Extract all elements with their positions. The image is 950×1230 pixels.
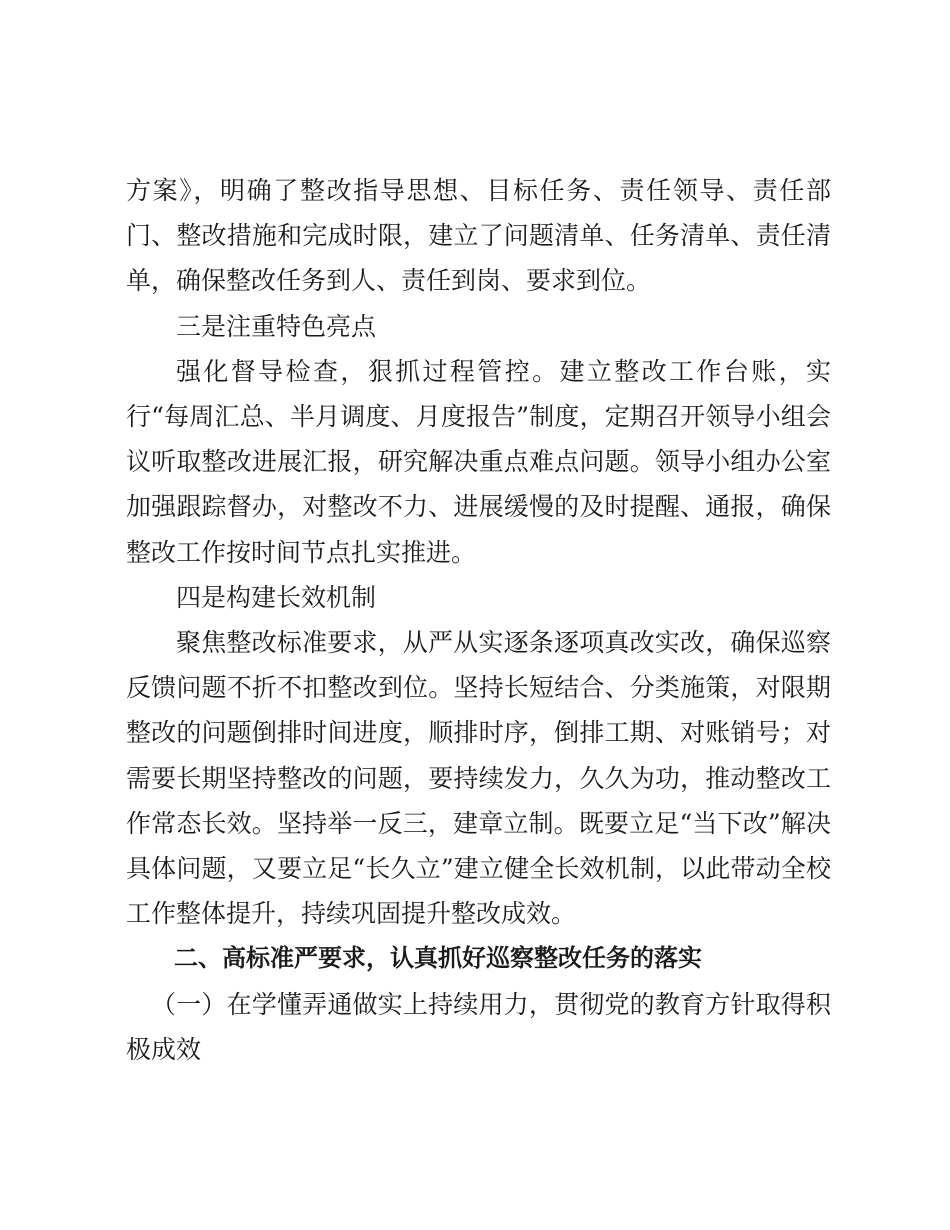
document-body (126, 168, 831, 1072)
subheading-long-term-mechanism: 四是构建长效机制 (176, 582, 377, 612)
subheading-highlight-features: 三是注重特色亮点 (176, 311, 377, 341)
section-heading-two-item-one: （一）在学懂弄通做实上持续用力，贯彻党的教育方针取得积极成效 (126, 989, 831, 1064)
paragraph-supervision: 强化督导检查，狠抓过程管控。建立整改工作台账，实行“每周汇总、半月调度、月度报告”制度，定期召开领导小组会议听取整改进展汇报，研究解决重点难点问题。领导小组办公室加强跟踪督办，对整改不力、进展缓慢的及时提醒、通报，确保整改工作按时间节点扎实推进。 (126, 356, 831, 567)
section-heading-two: 二、高标准严要求，认真抓好巡察整改任务的落实 (174, 944, 702, 973)
paragraph-rectification-plan: 方案》，明确了整改指导思想、目标任务、责任领导、责任部门、整改措施和完成时限，建立了问题清单、任务清单、责任清单，确保整改任务到人、责任到岗、要求到位。 (126, 176, 831, 296)
paragraph-long-term-mechanism: 聚焦整改标准要求，从严从实逐条逐项真改实改，确保巡察反馈问题不折不扣整改到位。坚持长短结合、分类施策，对限期整改的问题倒排时间进度，顺排时序，倒排工期、对账销号；对需要长期坚持整改的问题，要持续发力，久久为功，推动整改工作常态长效。坚持举一反三，建章立制。既要立足“当下改”解决具体问题，又要立足“长久立”建立健全长效机制，以此带动全校工作整体提升，持续巩固提升整改成效。 (126, 628, 831, 929)
